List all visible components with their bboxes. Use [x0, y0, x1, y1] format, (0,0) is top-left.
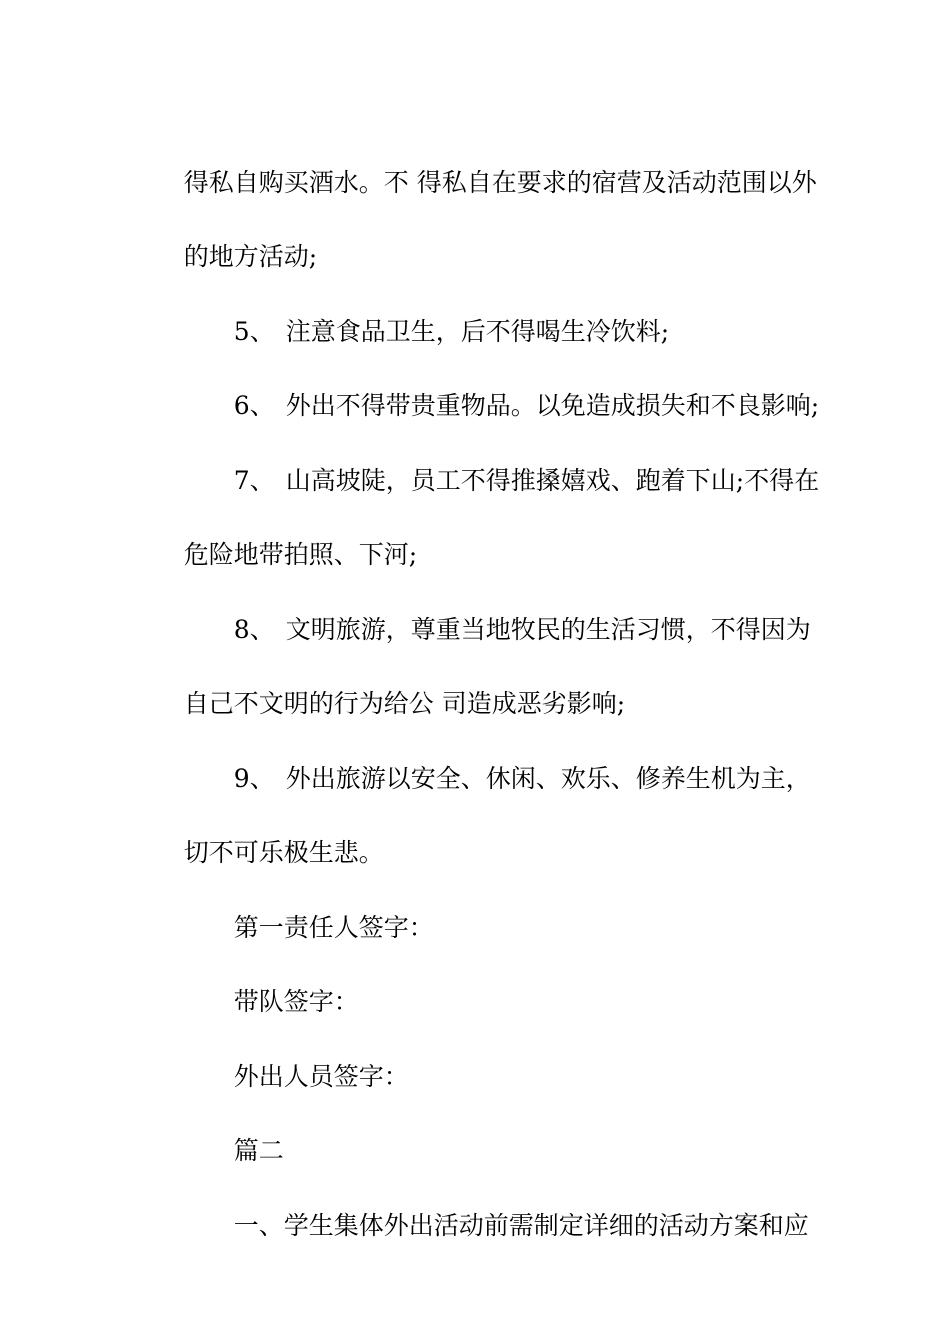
paragraph-line: [202, 1181, 809, 1240]
line-text: 外出旅游以安全、休闲、欢乐、修养生机为主，: [285, 764, 811, 793]
line-text: 山高坡陡，员工不得推搡嬉戏、跑着下山;不得在: [285, 466, 820, 495]
list-number: 9、: [233, 764, 275, 793]
line-text: 文明旅游，尊重当地牧民的生活习惯，不得因为: [285, 615, 811, 644]
line-text: 带队签字：: [233, 987, 359, 1016]
section-heading: [202, 1106, 284, 1165]
signature-label: [202, 1032, 409, 1091]
list-number: 8、: [233, 615, 275, 644]
paragraph-line: [152, 808, 384, 867]
line-text: 外出人员签字：: [233, 1062, 409, 1091]
line-text: 自己不文明的行为给公 司造成恶劣影响;: [183, 689, 626, 718]
list-number: 6、: [233, 391, 275, 420]
list-item: [202, 585, 811, 644]
line-text: 篇二: [233, 1136, 284, 1165]
list-item: [202, 361, 820, 420]
paragraph-line: [152, 212, 318, 271]
line-text: 的地方活动;: [183, 242, 318, 271]
signature-label: [202, 883, 434, 942]
line-text: 危险地带拍照、下河;: [183, 540, 418, 569]
list-number: 7、: [233, 466, 275, 495]
list-number: 5、: [233, 317, 275, 346]
line-text: 切不可乐极生悲。: [183, 838, 384, 867]
list-item: [202, 436, 820, 495]
line-text: 注意食品卫生，后不得喝生冷饮料;: [285, 317, 670, 346]
list-item: [202, 734, 811, 793]
list-item: [202, 287, 670, 346]
line-text: 得私自购买酒水。不 得私自在要求的宿营及活动范围以外: [183, 168, 817, 197]
paragraph-line: [152, 510, 418, 569]
line-text: 一、学生集体外出活动前需制定详细的活动方案和应: [233, 1211, 809, 1240]
line-text: 外出不得带贵重物品。以免造成损失和不良影响;: [285, 391, 820, 420]
paragraph-line: [152, 659, 626, 718]
signature-label: [202, 957, 359, 1016]
paragraph-line: [152, 138, 817, 197]
line-text: 第一责任人签字：: [233, 913, 434, 942]
